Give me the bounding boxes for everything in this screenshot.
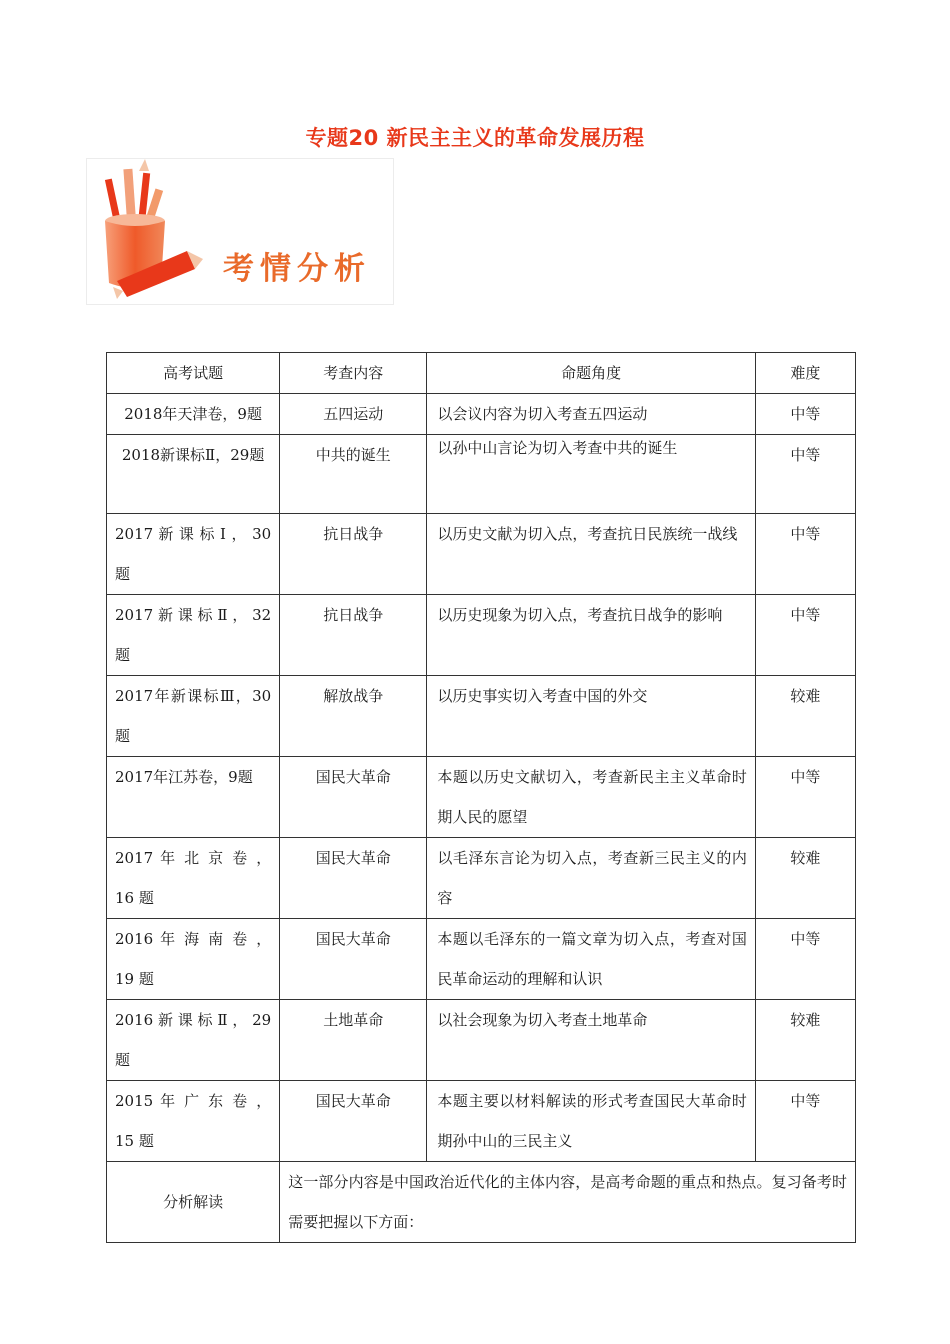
difficulty-cell: 中等 <box>755 919 855 1000</box>
angle-cell: 以历史事实切入考查中国的外交 <box>427 676 755 757</box>
content-cell: 国民大革命 <box>280 919 427 1000</box>
content-cell: 国民大革命 <box>280 838 427 919</box>
content-cell: 土地革命 <box>280 1000 427 1081</box>
difficulty-cell: 较难 <box>755 676 855 757</box>
angle-cell: 本题以毛泽东的一篇文章为切入点，考查对国民革命运动的理解和认识 <box>427 919 755 1000</box>
paper-cell: 2017 新 课 标 Ⅱ ， 32 题 <box>107 595 280 676</box>
difficulty-cell: 中等 <box>755 595 855 676</box>
table-row <box>107 514 856 595</box>
page-title: 专题20 新民主主义的革命发展历程 <box>305 126 645 150</box>
difficulty-cell: 中等 <box>755 394 855 435</box>
table-row <box>107 838 856 919</box>
angle-cell: 以社会现象为切入考查土地革命 <box>427 1000 755 1081</box>
banner-text: 考情分析 <box>223 251 371 287</box>
table-row <box>107 919 856 1000</box>
content-cell: 五四运动 <box>280 394 427 435</box>
content-cell: 抗日战争 <box>280 595 427 676</box>
table-row <box>107 757 856 838</box>
paper-cell: 2017 新 课 标 Ⅰ ， 30 题 <box>107 514 280 595</box>
paper-cell: 2016 年 海 南 卷 ， 19 题 <box>107 919 280 1000</box>
difficulty-cell: 中等 <box>755 757 855 838</box>
difficulty-cell: 中等 <box>755 435 855 514</box>
analysis-label: 分析解读 <box>107 1162 280 1243</box>
table-row <box>107 676 856 757</box>
header-paper: 高考试题 <box>107 353 280 394</box>
exam-table <box>106 352 856 1243</box>
content-cell: 国民大革命 <box>280 1081 427 1162</box>
content-cell: 国民大革命 <box>280 757 427 838</box>
difficulty-cell: 中等 <box>755 1081 855 1162</box>
paper-cell: 2018新课标Ⅱ，29题 <box>107 435 280 514</box>
paper-cell: 2015 年 广 东 卷 ， 15 题 <box>107 1081 280 1162</box>
paper-cell: 2017 年 北 京 卷 ， 16 题 <box>107 838 280 919</box>
paper-cell: 2016 新 课 标 Ⅱ ， 29 题 <box>107 1000 280 1081</box>
angle-cell: 本题主要以材料解读的形式考查国民大革命时期孙中山的三民主义 <box>427 1081 755 1162</box>
paper-cell: 2017年江苏卷，9题 <box>107 757 280 838</box>
content-cell: 中共的诞生 <box>280 435 427 514</box>
table-row <box>107 1000 856 1081</box>
analysis-text: 这一部分内容是中国政治近代化的主体内容，是高考命题的重点和热点。复习备考时需要把握以下方面： <box>280 1162 856 1243</box>
content-cell: 抗日战争 <box>280 514 427 595</box>
header-difficulty: 难度 <box>755 353 855 394</box>
difficulty-cell: 较难 <box>755 838 855 919</box>
table-row <box>107 595 856 676</box>
table-row <box>107 1081 856 1162</box>
table-row <box>107 394 856 435</box>
table-header-row <box>107 353 856 394</box>
paper-cell: 2018年天津卷，9题 <box>107 394 280 435</box>
angle-cell: 以历史现象为切入点，考查抗日战争的影响 <box>427 595 755 676</box>
angle-cell: 以毛泽东言论为切入点，考查新三民主义的内容 <box>427 838 755 919</box>
content-cell: 解放战争 <box>280 676 427 757</box>
angle-cell: 以历史文献为切入点，考查抗日民族统一战线 <box>427 514 755 595</box>
angle-cell: 本题以历史文献切入，考查新民主主义革命时期人民的愿望 <box>427 757 755 838</box>
table-row <box>107 435 856 514</box>
header-angle: 命题角度 <box>427 353 755 394</box>
angle-cell: 以孙中山言论为切入考查中共的诞生 <box>427 435 755 514</box>
difficulty-cell: 中等 <box>755 514 855 595</box>
header-content: 考查内容 <box>280 353 427 394</box>
difficulty-cell: 较难 <box>755 1000 855 1081</box>
analysis-row <box>107 1162 856 1243</box>
paper-cell: 2017年新课标Ⅲ，30题 <box>107 676 280 757</box>
section-banner <box>86 158 394 305</box>
angle-cell: 以会议内容为切入考查五四运动 <box>427 394 755 435</box>
